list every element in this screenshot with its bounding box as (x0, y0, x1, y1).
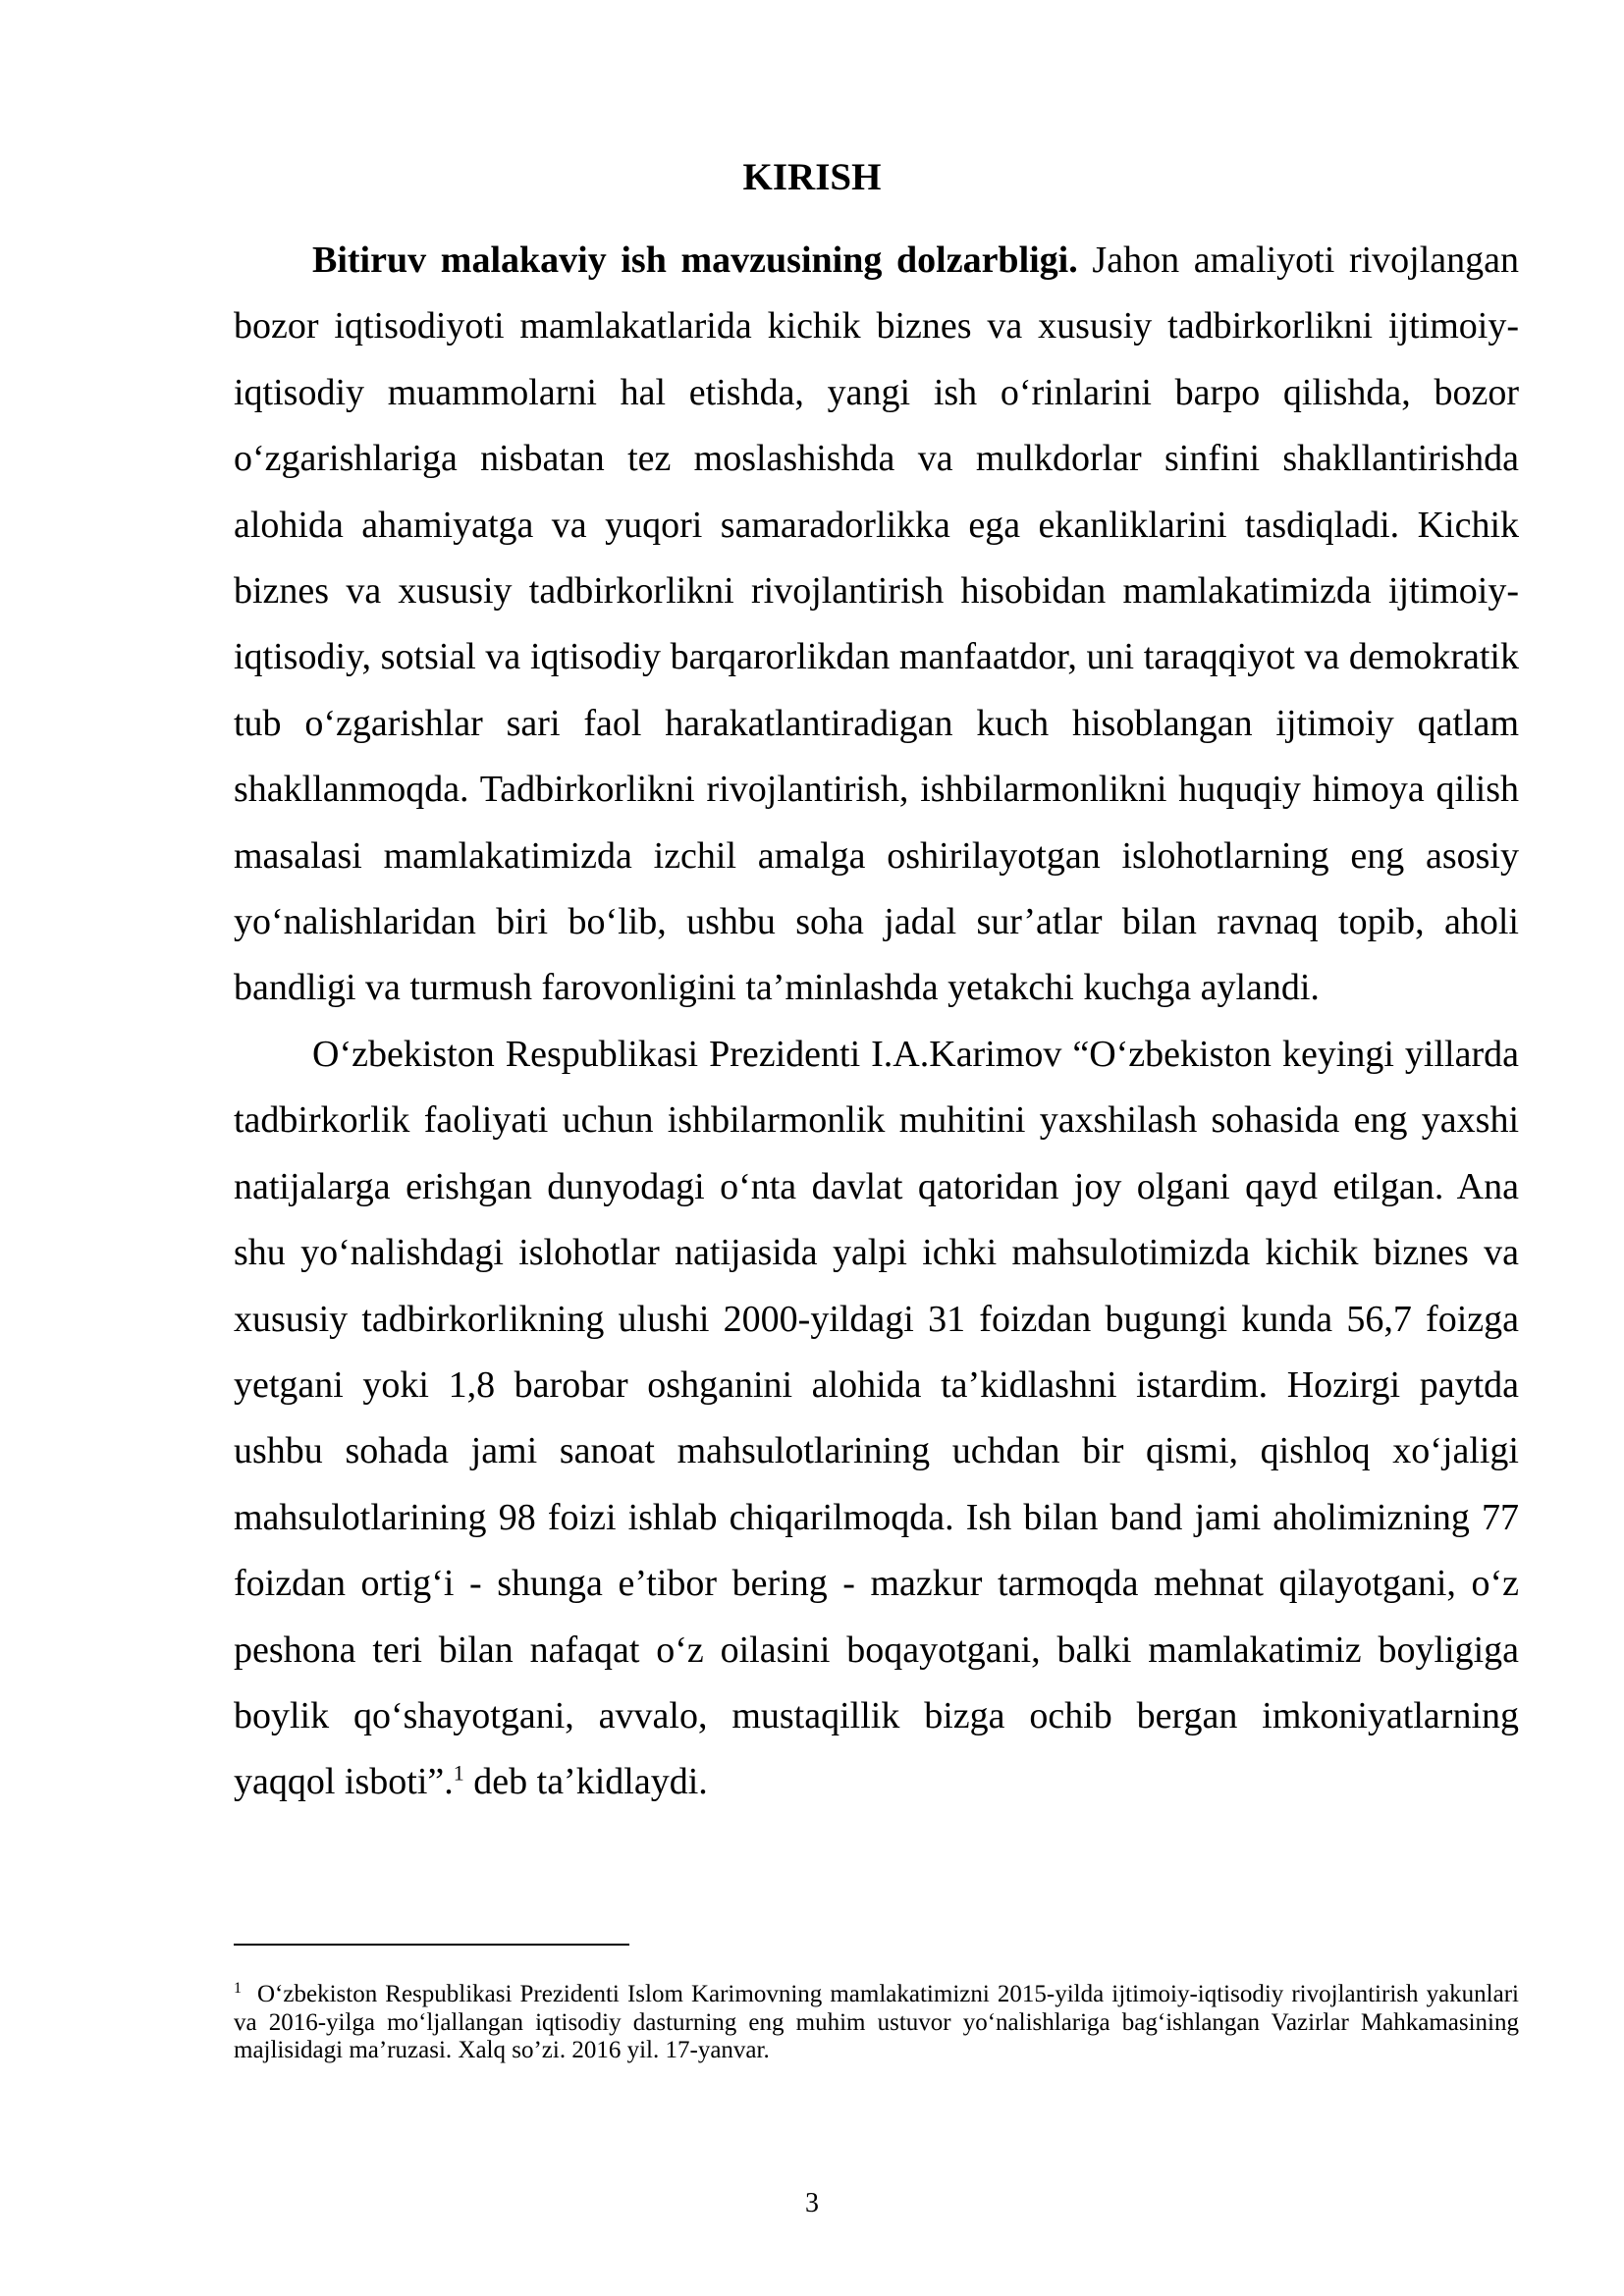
paragraph-text: O‘zbekiston Respublikasi Prezidenti I.A.Karimov “O‘zbekiston keyingi yillarda tadbirkorlik faoliyati uchun ishbilarmonlik muhitini yaxshilash sohasida eng yaxshi natijalarga erishgan dunyodagi o‘nta davlat qatoridan joy olgani qayd etilgan. Ana shu yo‘nalishdagi islohotlar natijasida yalpi ichki mahsulotimizda kichik biznes va xususiy tadbirkorlikning ulushi 2000-yildagi 31 foizdan bugungi kunda 56,7 foizga yetgani yoki 1,8 barobar oshganini alohida ta’kidlashni istardim. Hozirgi paytda ushbu sohada jami sanoat mahsulotlarining uchdan bir qismi, qishloq xo‘jaligi mahsulotlarining 98 foizi ishlab chiqarilmoqda. Ish bilan band jami aholimizning 77 foizdan ortig‘i - shunga e’tibor bering - mazkur tarmoqda mehnat qilayotgani, o‘z peshona teri bilan nafaqat o‘z oilasini boqayotgani, balki mamlakatimiz boyligiga boylik qo‘shayotgani, avvalo, mustaqillik bizga ochib bergan imkoniyatlarning yaqqol isboti”. (234, 1033, 1519, 1803)
paragraph-tail: deb ta’kidlaydi. (463, 1761, 708, 1803)
footnote-reference[interactable]: 1 (453, 1760, 464, 1786)
footnote-separator (234, 1944, 629, 1946)
section-heading: KIRISH (742, 156, 882, 198)
footnote (234, 1981, 1519, 2065)
paragraph-relevance (234, 228, 1519, 1022)
footnote-text: O‘zbekiston Respublikasi Prezidenti Islom Karimovning mamlakatimizni 2015-yilda ijtimoiy-iqtisodiy rivojlantirish yakunlari va 2016-yilga mo‘ljallangan iqtisodiy dasturning eng muhim ustuvor yo‘nalishlariga bag‘ishlangan Vazirlar Mahkamasining majlisidagi ma’ruzasi. Xalq so’zi. 2016 yil. 17-yanvar. (234, 1981, 1519, 2063)
footnote-marker: 1 (234, 1979, 242, 1997)
body-text (234, 228, 1519, 1816)
page-number: 3 (805, 2188, 819, 2218)
paragraph-text: Jahon amaliyoti rivojlangan bozor iqtisodiyoti mamlakatlarida kichik biznes va xususiy tadbirkorlikni ijtimoiy-iqtisodiy muammolarni hal etishda, yangi ish o‘rinlarini barpo qilishda, bozor o‘zgarishlariga nisbatan tez moslashishda va mulkdorlar sinfini shakllantirishda alohida ahamiyatga va yuqori samaradorlikka ega ekanliklarini tasdiqladi. Kichik biznes va xususiy tadbirkorlikni rivojlantirish hisobidan mamlakatimizda ijtimoiy-iqtisodiy, sotsial va iqtisodiy barqarorlikdan manfaatdor, uni taraqqiyot va demokratik tub o‘zgarishlar sari faol harakatlantiradigan kuch hisoblangan ijtimoiy qatlam shakllanmoqda. Tadbirkorlikni rivojlantirish, ishbilarmonlikni huquqiy himoya qilish masalasi mamlakatimizda izchil amalga oshirilayotgan islohotlarning eng asosiy yo‘nalishlaridan biri bo‘lib, ushbu soha jadal sur’atlar bilan ravnaq topib, aholi bandligi va turmush farovonligini ta’minlashda yetakchi kuchga aylandi. (234, 240, 1519, 1009)
paragraph-quote (234, 1022, 1519, 1816)
paragraph-lead: Bitiruv malakaviy ish mavzusining dolzarbligi. (312, 240, 1078, 281)
